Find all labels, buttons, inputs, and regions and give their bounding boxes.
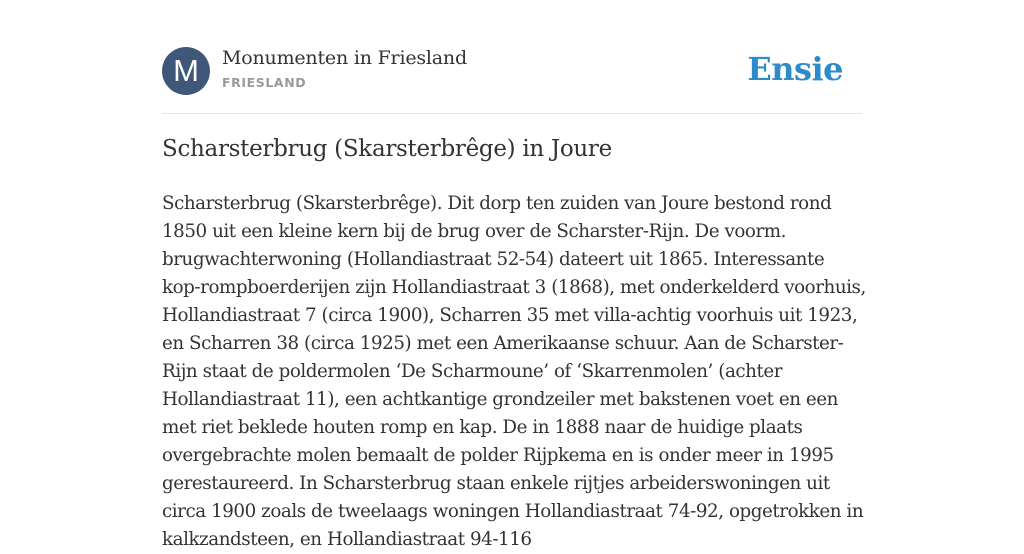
avatar[interactable]: M (162, 47, 210, 95)
ensie-logo-link[interactable]: Ensie (747, 50, 843, 88)
source-subtitle: FRIESLAND (222, 75, 307, 90)
source-header (162, 47, 862, 114)
article-body: Scharsterbrug (Skarsterbrêge). Dit dorp ten zuiden van Joure bestond rond 1850 uit een kleine kern bij de brug over de Scharster-Rijn. De voorm. brugwachterwoning (Hollandiastraat 52-54) dateert uit 1865. Interessante kop-rompboerderijen zijn Hollandiastraat 3 (1868), met onderkelderd voorhuis, Hollandiastraat 7 (circa 1900), Scharren 35 met villa-achtig voorhuis uit 1923, en Scharren 38 (circa 1925) met een Amerikaanse schuur. Aan de Scharster-Rijn staat de poldermolen ‘De Scharmoune’ of ‘Skarrenmolen’ (achter Hollandiastraat 11), een achtkantige grondzeiler met bakstenen voet en een met riet beklede houten romp en kap. De in 1888 naar de huidige plaats overgebrachte molen bemaalt de polder Rijpkema en is onder meer in 1995 gerestaureerd. In Scharsterbrug staan enkele rijtjes arbeiderswoningen uit circa 1900 zoals de tweelaags woningen Hollandiastraat 74-92, opgetrokken in kalkzandsteen, en Hollandiastraat 94-116 (162, 193, 866, 550)
article-title: Scharsterbrug (Skarsterbrêge) in Joure (162, 136, 612, 162)
source-title-link[interactable]: Monumenten in Friesland (222, 47, 467, 69)
